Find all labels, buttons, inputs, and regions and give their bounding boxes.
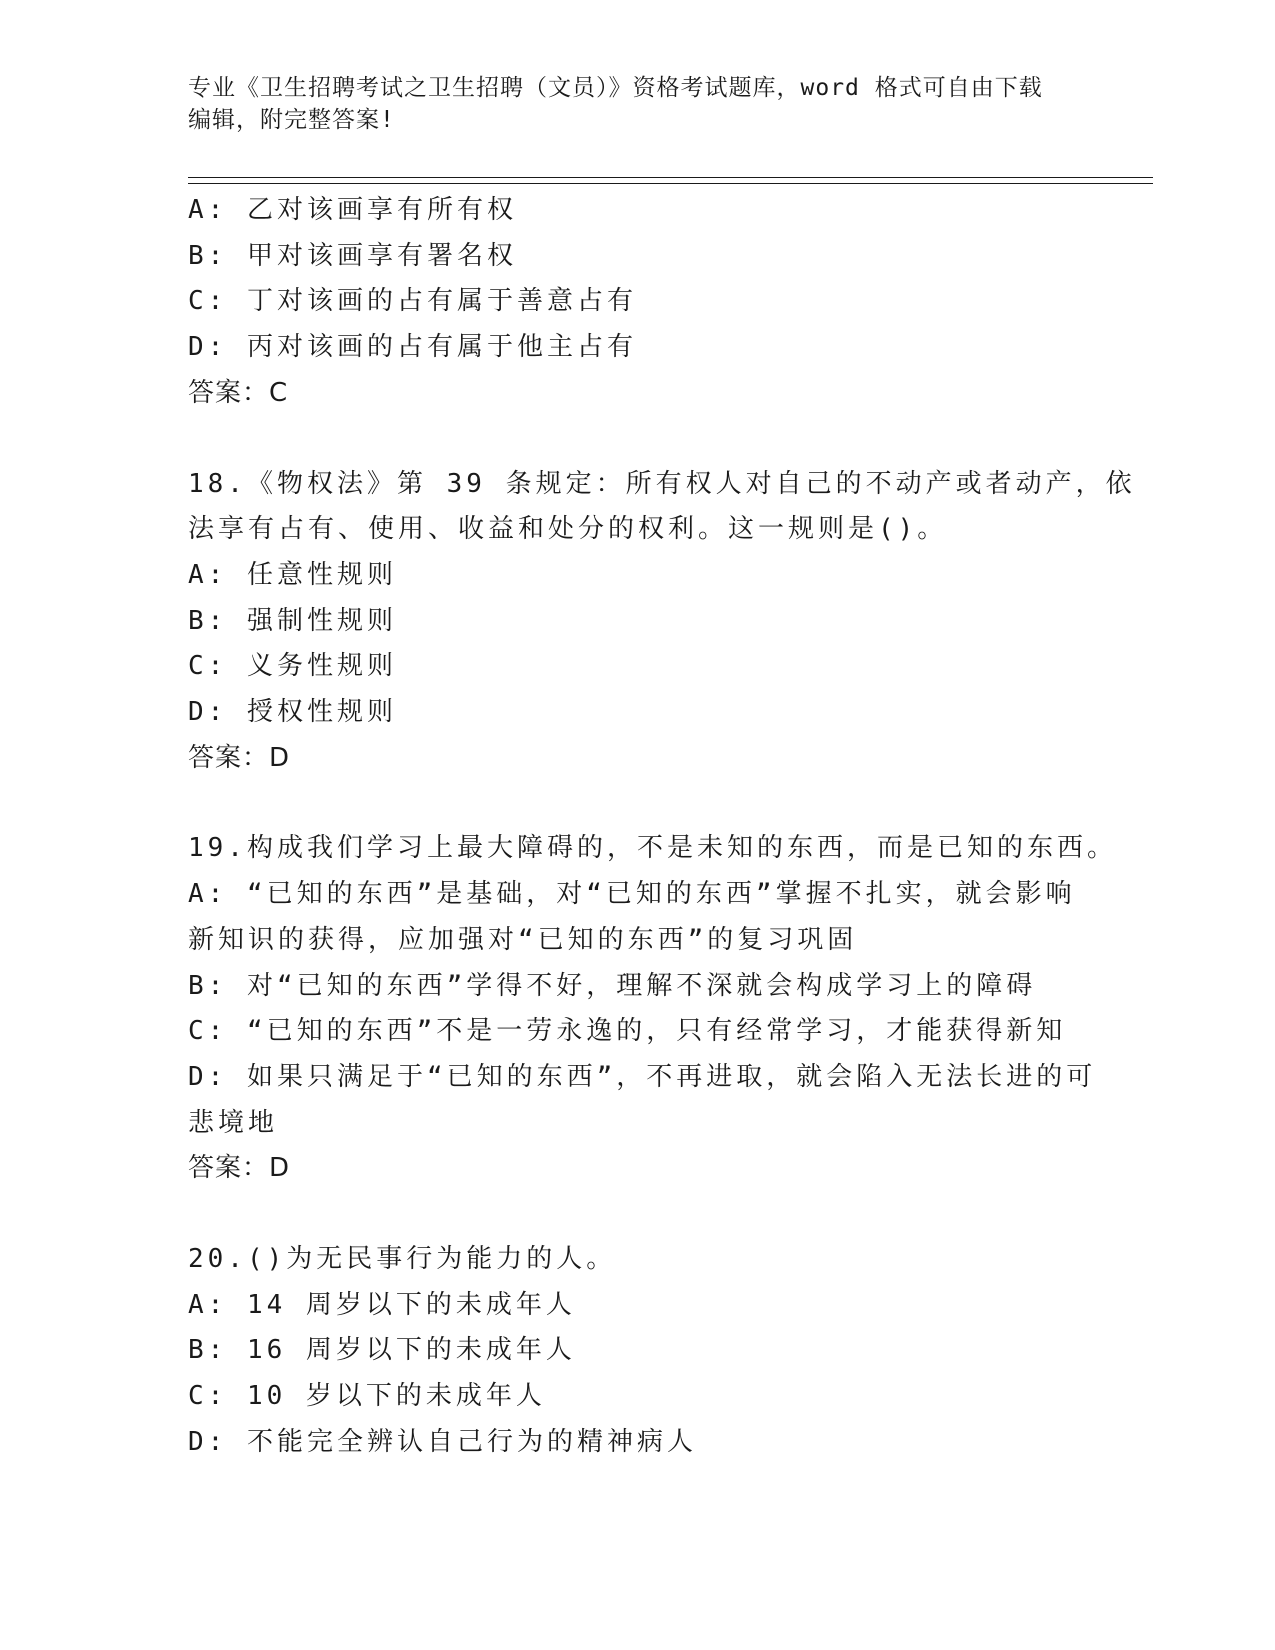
option-b: B: 16 周岁以下的未成年人	[188, 1335, 576, 1366]
question-stem: 18.《物权法》第 39 条规定：所有权人对自己的不动产或者动产，依	[188, 468, 1136, 499]
answer: 答案：D	[188, 742, 291, 773]
answer: 答案：D	[188, 1153, 291, 1184]
answer: 答案：C	[188, 377, 289, 408]
question-stem: 19.构成我们学习上最大障碍的，不是未知的东西，而是已知的东西。	[188, 833, 1117, 864]
option-d: D: 丙对该画的占有属于他主占有	[188, 332, 637, 363]
question-20	[188, 1237, 1088, 1466]
option-b: B: 强制性规则	[188, 605, 397, 636]
document-header	[188, 72, 1068, 136]
option-c: C: 丁对该画的占有属于善意占有	[188, 286, 637, 317]
option-b: B: 对“已知的东西”学得不好，理解不深就会构成学习上的障碍	[188, 970, 1037, 1001]
header-line-2: 编辑，附完整答案!	[188, 107, 395, 133]
option-c: C: 义务性规则	[188, 651, 397, 682]
header-line-1: 专业《卫生招聘考试之卫生招聘（文员）》资格考试题库，word 格式可自由下载	[188, 75, 1043, 101]
question-stem-continued: 法享有占有、使用、收益和处分的权利。这一规则是()。	[188, 514, 948, 545]
question-list	[188, 188, 1136, 1466]
option-a: A: 任意性规则	[188, 559, 397, 590]
option-a-continued: 新知识的获得，应加强对“已知的东西”的复习巩固	[188, 924, 858, 955]
question-19	[188, 826, 1117, 1192]
option-c: C: “已知的东西”不是一劳永逸的，只有经常学习，才能获得新知	[188, 1016, 1067, 1047]
option-d-continued: 悲境地	[188, 1107, 279, 1138]
question-17	[188, 188, 1088, 417]
option-d: D: 授权性规则	[188, 697, 397, 728]
header-divider-top	[188, 177, 1153, 178]
option-a: A: 14 周岁以下的未成年人	[188, 1289, 576, 1320]
option-a: A: 乙对该画享有所有权	[188, 195, 517, 225]
spacer	[188, 417, 1088, 462]
option-c: C: 10 岁以下的未成年人	[188, 1381, 546, 1412]
spacer	[188, 1192, 1088, 1237]
option-a: A: “已知的东西”是基础，对“已知的东西”掌握不扎实，就会影响	[188, 879, 1076, 910]
question-18	[188, 462, 1136, 782]
spacer	[188, 781, 1088, 826]
header-divider-bottom	[188, 183, 1153, 184]
option-d: D: 如果只满足于“已知的东西”，不再进取，就会陷入无法长进的可	[188, 1061, 1097, 1092]
option-d: D: 不能完全辨认自己行为的精神病人	[188, 1426, 697, 1457]
option-b: B: 甲对该画享有署名权	[188, 240, 517, 271]
question-stem: 20.()为无民事行为能力的人。	[188, 1244, 617, 1275]
